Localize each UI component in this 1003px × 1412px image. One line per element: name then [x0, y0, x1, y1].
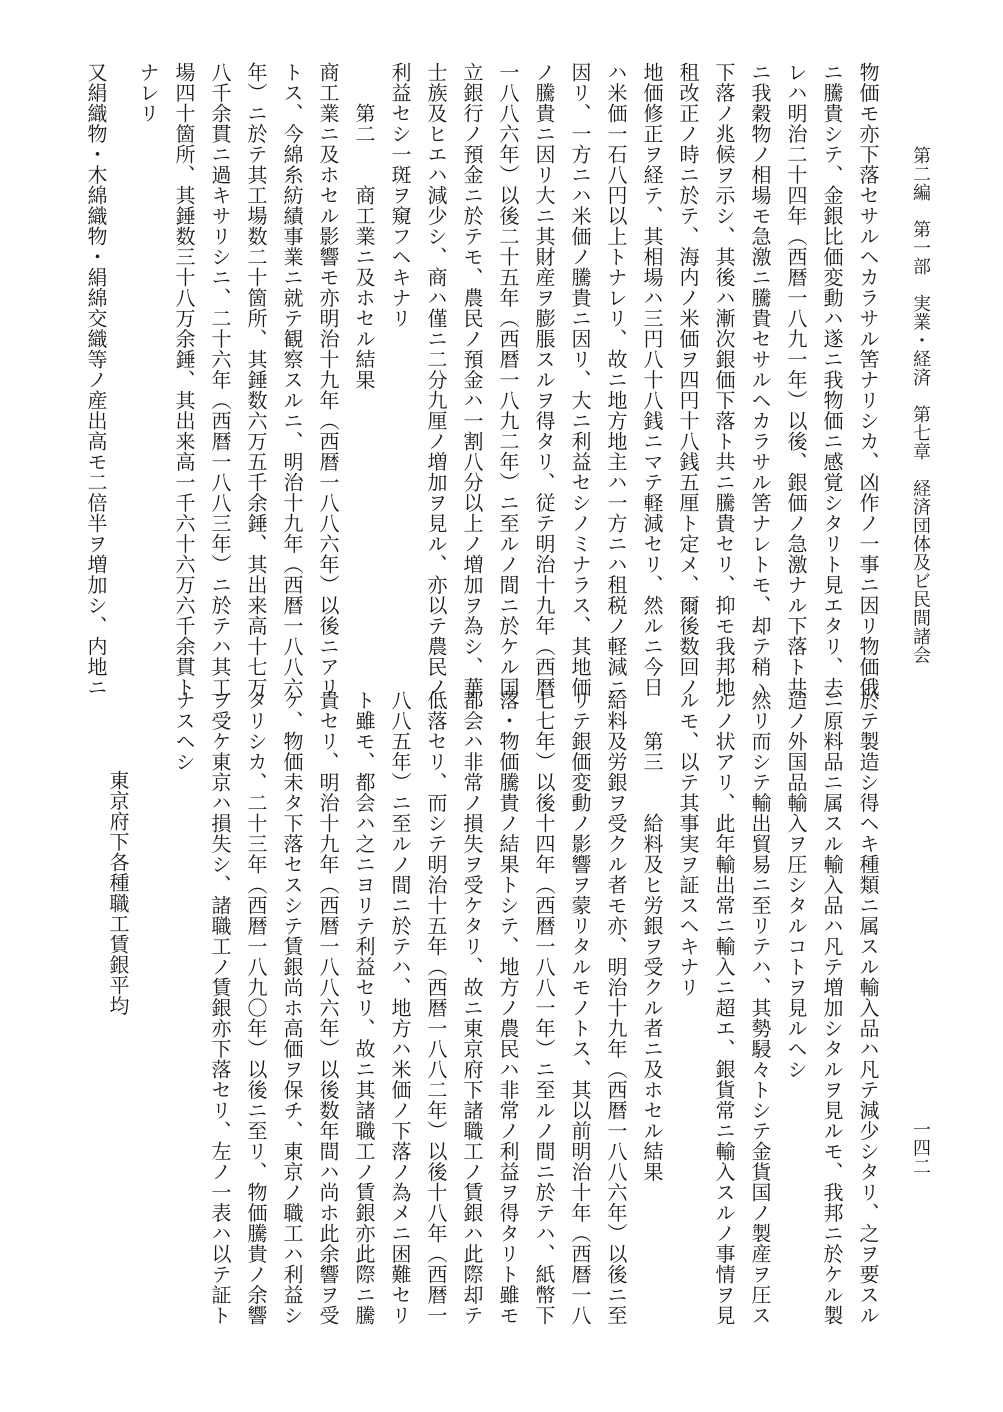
text-line: 商工業ニ及ホセル影響モ亦明治十九年（西暦一八八六年）以後ニアリ: [316, 62, 340, 698]
section-heading: 第二 商工業ニ及ホセル結果: [352, 62, 376, 390]
text-line: ケ、物価未タ下落セスシテ賃銀尚ホ高価ヲ保チ、東京ノ職工ハ利益シ: [280, 690, 304, 1326]
running-header: 第二編 第一部 実業・経済 第七章 経済団体及ビ民間諸会: [910, 146, 931, 664]
text-line: 租改正ノ時ニ於テ、海内ノ米価ヲ四円十八銭五厘ト定メ、爾後数回ノ: [676, 62, 700, 698]
text-line: ナスヘシ: [172, 690, 196, 772]
text-line: ノ騰貴ニ因リ大ニ其財産ヲ膨脹スルヲ得タリ、従テ明治十九年（西暦: [532, 62, 556, 698]
table-caption: 東京府下各種職工賃銀平均: [106, 770, 130, 1016]
text-line: ルモ、以テ其事実ヲ証スヘキナリ: [676, 690, 700, 998]
text-line: ハ米価一石八円以上トナレリ、故ニ地方地主ハ一方ニハ租税ノ軽減ニ: [604, 62, 628, 698]
text-line: 利益セシ一斑ヲ窺フヘキナリ: [388, 62, 412, 329]
text-line: ニ我穀物ノ相場モ急激ニ騰貴セサルヘカラサル筈ナレトモ、却テ稍ヽ: [748, 62, 772, 698]
text-line: 落・物価騰貴ノ結果トシテ、地方ノ農民ハ非常ノ利益ヲ得タリト雖モ: [496, 690, 520, 1326]
text-line: 造ノ外国品輸入ヲ圧シタルコトヲ見ルヘシ: [784, 690, 808, 1080]
text-line: タリシカ、二十三年（西暦一八九〇年）以後ニ至リ、物価騰貴ノ余響: [244, 690, 268, 1326]
text-line: 場四十箇所、其錘数三十八万余錘、其出来高一千六十六万六千余貫ト: [172, 62, 196, 698]
text-line: 七七年）以後十四年（西暦一八八一年）ニ至ルノ間ニ於テハ、紙幣下: [532, 690, 556, 1326]
text-line: ルノ状アリ、此年輸出常ニ輸入ニ超エ、銀貨常ニ輸入スルノ事情ヲ見: [712, 690, 736, 1326]
page-number: 一四二: [910, 1120, 931, 1176]
text-line: 又絹織物・木綿織物・絹綿交織等ノ産出高モ二倍半ヲ増加シ、内地ニ: [84, 62, 108, 698]
text-line: ト雖モ、都会ハ之ニヨリテ利益セリ、故ニ其諸職工ノ賃銀亦此際ニ騰: [352, 690, 376, 1326]
text-line: 地価修正ヲ経テ、其相場ハ三円八十八銭ニマテ軽減セリ、然ルニ今日: [640, 62, 664, 698]
text-line: ヲ受ケ東京ハ損失シ、諸職工ノ賃銀亦下落セリ、左ノ一表ハ以テ証ト: [208, 690, 232, 1326]
text-line: ニ原料品ニ属スル輸入品ハ凡テ増加シタルヲ見ルモ、我邦ニ於ケル製: [820, 690, 844, 1326]
text-line: レハ明治二十四年（西暦一八九一年）以後、銀価ノ急激ナル下落ト共: [784, 62, 808, 698]
text-line: 年）ニ於テ其工場数二十箇所、其錘数六万五千余錘、其出来高十七万: [244, 62, 268, 698]
text-line: リテ銀価変動ノ影響ヲ蒙リタルモノトス、其以前明治十年（西暦一八: [568, 690, 592, 1326]
text-line: ナレリ: [136, 62, 160, 124]
section-heading: 第三 給料及ヒ労銀ヲ受クル者ニ及ホセル結果: [640, 690, 664, 1182]
text-line: 八八五年）ニ至ルノ間ニ於テハ、地方ハ米価ノ下落ノ為メニ困難セリ: [388, 690, 412, 1326]
text-line: 八千余貫ニ過キサリシニ、二十六年（西暦一八八三年）ニ於テハ其工: [208, 62, 232, 698]
text-line: 下落ノ兆候ヲ示シ、其後ハ漸次銀価下落ト共ニ騰貴セリ、抑モ我邦地: [712, 62, 736, 698]
text-line: 士族及ヒエハ減少シ、商ハ僅ニ二分九厘ノ増加ヲ見ル、亦以テ農民ノ: [424, 62, 448, 698]
text-line: 物価モ亦下落セサルヘカラサル筈ナリシカ、凶作ノ一事ニ因リ物価俄: [856, 62, 880, 698]
text-line: 然リ而シテ輸出貿易ニ至リテハ、其勢駸々トシテ金貨国ノ製産ヲ圧ス: [748, 690, 772, 1326]
text-line: 低落セリ、而シテ明治十五年（西暦一八八二年）以後十八年（西暦一: [424, 690, 448, 1326]
text-line: 一八八六年）以後二十五年（西暦一八九二年）ニ至ルノ間ニ於ケル国: [496, 62, 520, 698]
text-line: 立銀行ノ預金ニ於テモ、農民ノ預金ハ一割八分以上ノ増加ヲ為シ、華: [460, 62, 484, 698]
text-line: 給料及労銀ヲ受クル者モ亦、明治十九年（西暦一八八六年）以後ニ至: [604, 690, 628, 1326]
text-line: 都会ハ非常ノ損失ヲ受ケタリ、故ニ東京府下諸職工ノ賃銀ハ此際却テ: [460, 690, 484, 1326]
text-line: ニ騰貴シテ、金銀比価変動ハ遂ニ我物価ニ感覚シタリト見エタリ、去: [820, 62, 844, 698]
text-line: 貴セリ、明治十九年（西暦一八八六年）以後数年間ハ尚ホ此余響ヲ受: [316, 690, 340, 1326]
text-line: 因リ、一方ニハ米価ノ騰貴ニ因リ、大ニ利益セシノミナラス、其地価: [568, 62, 592, 698]
text-line: 於テ製造シ得ヘキ種類ニ属スル輸入品ハ凡テ減少シタリ、之ヲ要スル: [856, 690, 880, 1326]
text-line: トス、今綿糸紡績事業ニ就テ観察スルニ、明治十九年（西暦一八八六: [280, 62, 304, 698]
